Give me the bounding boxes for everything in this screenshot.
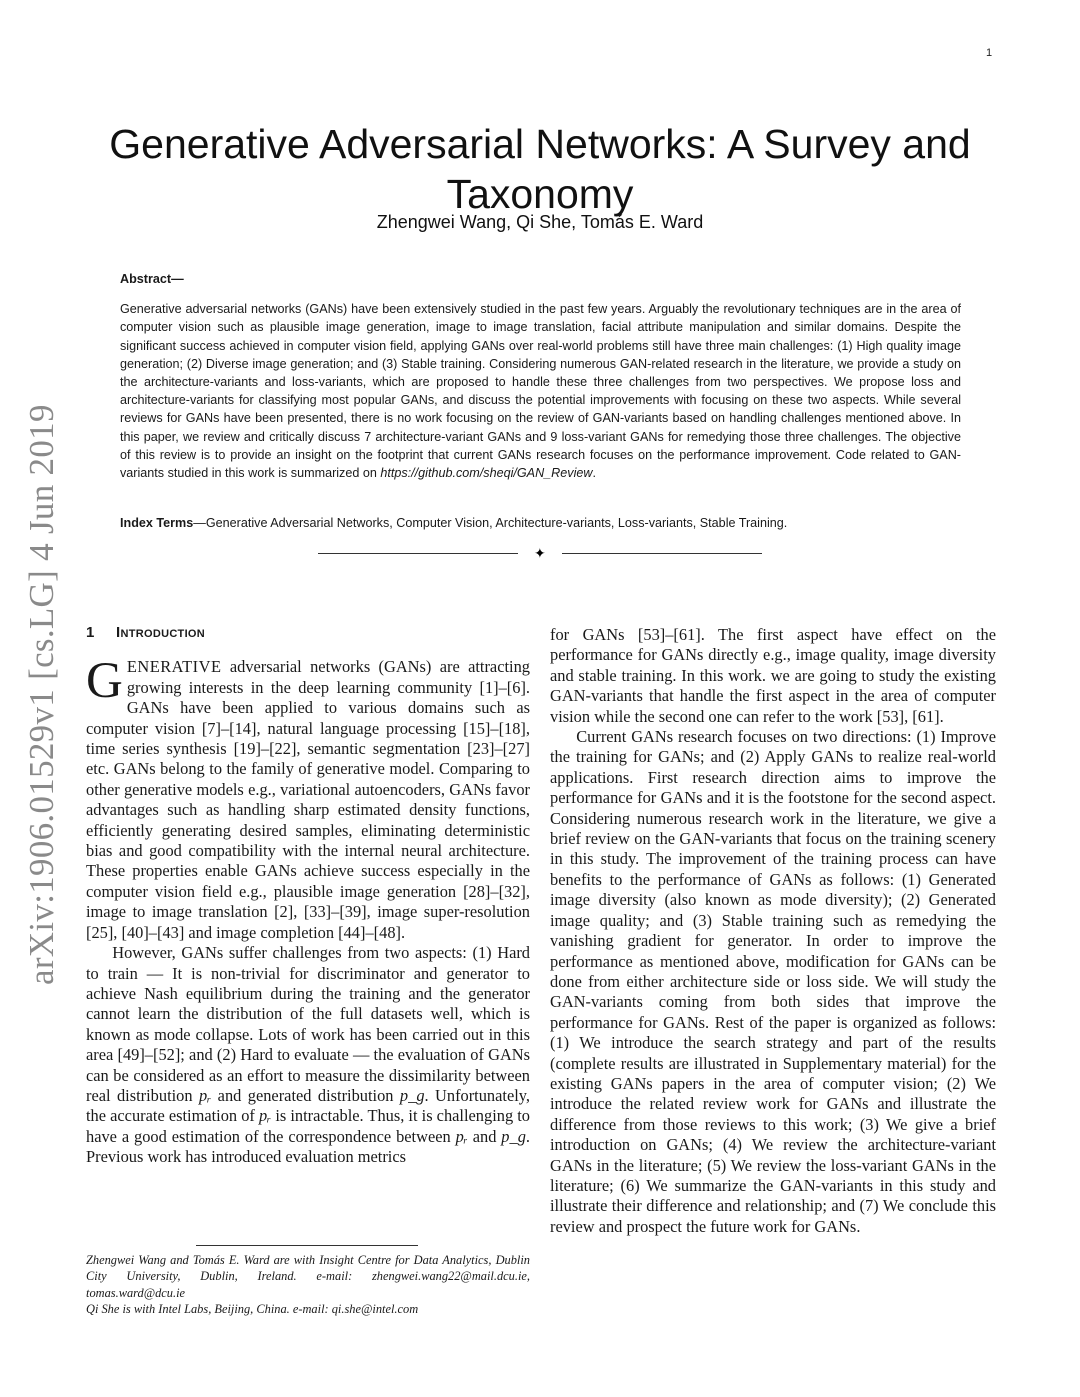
section-separator	[318, 546, 762, 562]
paragraph-text: and generated distribution	[211, 1085, 400, 1105]
intro-paragraph-1	[86, 653, 530, 943]
index-terms	[120, 516, 961, 530]
section-heading-introduction	[86, 623, 530, 643]
right-column	[550, 625, 996, 1237]
paragraph-text: and	[467, 1126, 502, 1146]
page-number: 1	[986, 47, 993, 59]
footnote-affiliation-2: Qi She is with Intel Labs, Beijing, China. e-mail: qi.she@intel.com	[86, 1302, 419, 1317]
author-list: Zhengwei Wang, Qi She, Tomás E. Ward	[376, 212, 704, 232]
left-column	[86, 623, 530, 1168]
paragraph-text: . Previous work has introduced evaluation metrics	[86, 1126, 530, 1167]
paragraph-text: is intractable. Thus, it is challenging to have a good estimation of the correspondence between	[86, 1106, 531, 1146]
section-title: Introduction	[116, 624, 206, 641]
footnotes	[86, 1252, 530, 1318]
math-p-r: pᵣ	[455, 1126, 468, 1146]
math-p-g: p_g	[501, 1126, 526, 1146]
arxiv-stamp: arXiv:1906.01529v1 [cs.LG] 4 Jun 2019	[22, 404, 61, 985]
intro-paragraph-3: Current GANs research focuses on two directions: (1) Improve the training for GANs; and (2) Apply GANs to realize real-world applications. First research direction aims to improve the performance for GANs and it is the footstone for the second aspect. Considering numerous research work in the literature, we give a brief review on the GAN-variants that focus on the training scenery in this study. The improvement of the training process can have benefits to the performance of GANs as follows: (1) Generated image diversity (also known as mode diversity); (2) Generated image quality; and (3) Stable training such as remedying the vanishing gradient for generator. In order to improve the performance as mentioned above, modification for GANs can be done from either architecture side or loss side. We will study the GAN-variants coming from both sides that improve the performance for GANs. Rest of the paper is organized as follows: (1) We introduce the search strategy and part of the results (complete results are illustrated in Supplementary material) for the existing GANs papers in the area of computer vision; (2) We introduce the related review work for GANs and illustrate the difference from those reviews to this work; (3) We give a brief introduction on GANs; (4) We review the architecture-variant GANs in the literature; (5) We review the loss-variant GANs in the literature; (6) We summarize the GAN-variants in this study and illustrate their difference and relationship; and (7) We conclude this review and prospect the future work for GANs.	[550, 727, 996, 1236]
section-number: 1	[86, 624, 95, 641]
paragraph-text: However, GANs suffer challenges from two aspects: (1) Hard to train — It is non-trivial for discriminator and generator to achieve Nash equilibrium during the training and the generator cannot learn the distribution of the full datasets well, which is known as mode collapse. Lots of work has been carried out in this area [49]–[52]; and (2) Hard to evaluate — the evaluation of GANs can be considered as an effort to measure the dissimilarity between real distribution	[86, 943, 530, 1105]
diamond-icon: ✦	[534, 546, 546, 562]
abstract-text: Generative adversarial networks (GANs) have been extensively studied in the past few years. Arguably the revolutionary techniques are in the area of computer vision such as plausible image generation, image to image translation, facial attribute manipulation and similar domains. Despite the significant success achieved in computer vision field, applying GANs over real-world problems still have three main challenges: (1) High quality image generation; (2) Diverse image generation; and (3) Stable training. Considering numerous GAN-related research in the literature, we provide a study on the architecture-variants and loss-variants, which are proposed to handle these three challenges from two perspectives. We propose loss and architecture-variants for classifying most popular GANs, and discuss the potential improvements with focusing on these two aspects. While several reviews for GANs have been presented, there is no work focusing on the review of GAN-variants based on handling challenges mentioned above. In this paper, we review and critically discuss 7 architecture-variant GANs and 9 loss-variant GANs for remedying those three challenges. The objective of this review is to provide an insight on the footprint that current GANs research focuses on the performance improvement. Code related to GAN-variants studied in this work is summarized on	[120, 302, 961, 481]
paragraph-text: adversarial networks (GANs) are attracting growing interests in the deep learning community [1]–[6]. GANs have been applied to various domains such as computer vision [7]–[14], natural language processing [15]–[18], time series synthesis [19]–[22], semantic segmentation [23]–[27] etc. GANs belong to the family of generative model. Comparing to other generative models e.g., variational autoencoders, GANs favor advantages such as handling sharp estimated density functions, efficiently generating desired samples, eliminating deterministic bias and good compatibility with the internal neural architecture. These properties enable GANs achieve success especially in the computer vision field e.g., plausible image generation [28]–[32], image to image translation [2], [33]–[39], image super-resolution [25], [40]–[43] and image completion [44]–[48].	[86, 657, 530, 942]
index-terms-text: —Generative Adversarial Networks, Computer Vision, Architecture-variants, Loss-variants, Stable Training.	[193, 516, 788, 530]
separator-line-left	[318, 553, 518, 554]
dropcap: G	[86, 653, 123, 710]
intro-paragraph-2	[86, 943, 530, 1167]
index-terms-label: Index Terms	[120, 516, 194, 530]
lead-in: ENERATIVE	[126, 657, 222, 677]
footnote-affiliation-1: Zhengwei Wang and Tomás E. Ward are with Insight Centre for Data Analytics, Dublin City University, Dublin, Ireland. e-mail: zhengwei.wang22@mail.dcu.ie, tomas.ward@dcu.ie	[86, 1253, 530, 1300]
abstract-heading: Abstract—	[120, 272, 184, 286]
abstract	[120, 270, 961, 482]
math-p-g: p_g	[399, 1085, 425, 1105]
code-link[interactable]: https://github.com/sheqi/GAN_Review	[380, 466, 593, 481]
math-p-r: pᵣ	[199, 1085, 212, 1105]
separator-line-right	[562, 553, 762, 554]
intro-paragraph-2-continued: for GANs [53]–[61]. The first aspect have effect on the performance for GANs directly e.g., image quality, image diversity and stable training. In this work. we are going to study the existing GAN-variants that handle the first aspect in the area of computer vision while the second one can refer to the work [53], [61].	[550, 625, 996, 726]
paper-title: Generative Adversarial Networks: A Survey and Taxonomy	[109, 121, 971, 218]
abstract-body	[120, 300, 961, 482]
math-p-r: pᵣ	[258, 1106, 272, 1126]
abstract-end: .	[592, 466, 596, 481]
footnote-rule	[196, 1245, 418, 1246]
paragraph-text: . Unfortunately, the accurate estimation of	[86, 1085, 531, 1126]
